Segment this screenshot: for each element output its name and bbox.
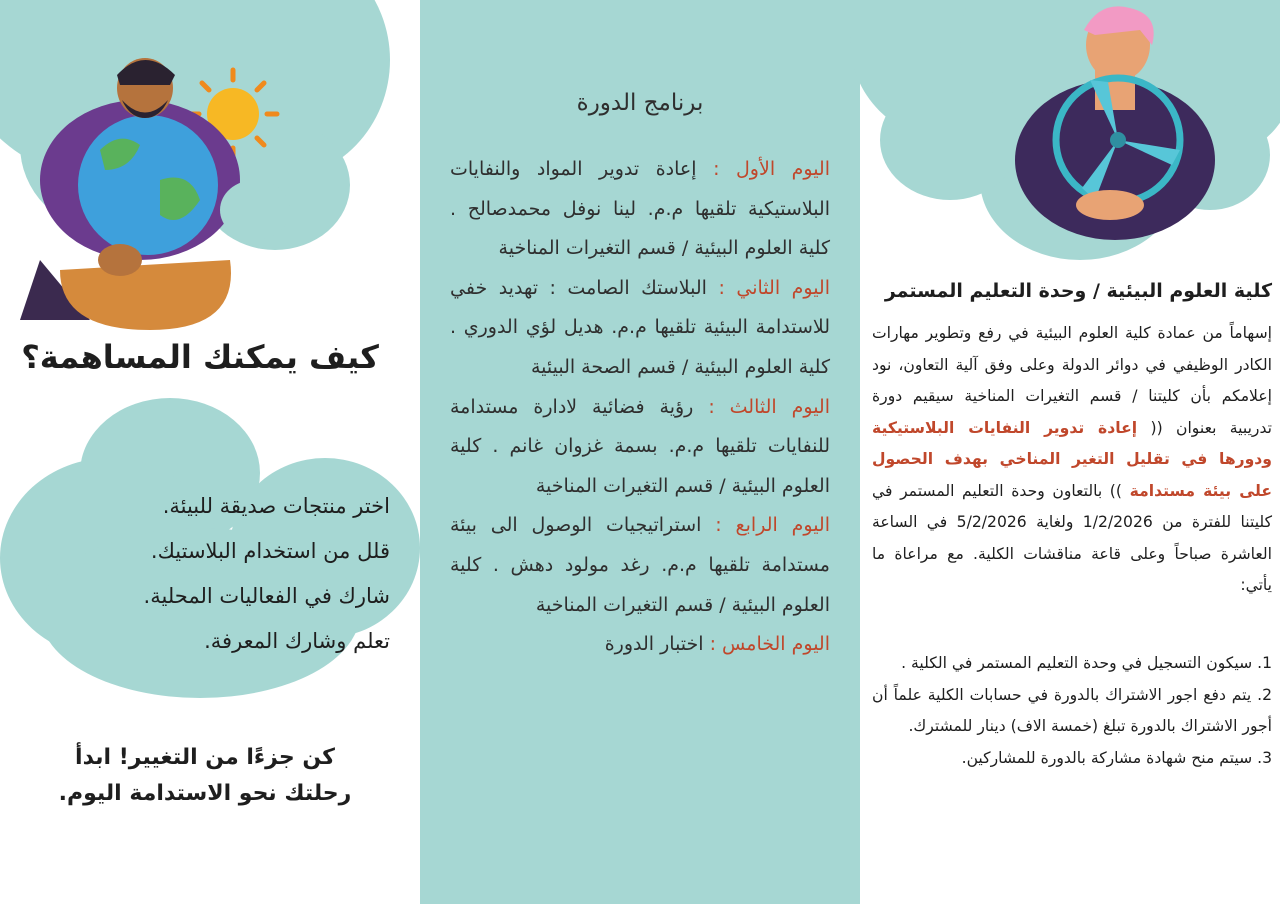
day-text: اختبار الدورة [604, 633, 704, 656]
day-label: اليوم الثالث : [708, 395, 830, 418]
conditions-list [872, 648, 1272, 774]
tip-item: تعلم وشارك المعرفة. [204, 629, 390, 653]
program-day [450, 625, 830, 665]
college-header: كلية العلوم البيئية / وحدة التعليم المستمر [884, 280, 1272, 302]
program-day [450, 506, 830, 625]
intro-text: )) بالتعاون وحدة التعليم المستمر في كليتنا للفترة من 1/2/2026 ولغاية 5/2/2026 في الساعة العاشرة صباحاً وعلى قاعة مناقشات الكلية. مع مراعاة ما يأتي: [872, 481, 1272, 594]
program-day [450, 269, 830, 388]
tip-item: شارك في الفعاليات المحلية. [143, 584, 390, 608]
tip-item: قلل من استخدام البلاستيك. [150, 539, 390, 563]
how-to-contribute-title: كيف يمكنك المساهمة؟ [21, 338, 379, 376]
day-text: البلاستك الصامت : تهديد خفي للاستدامة البيئية تلقيها م.م. هديل لؤي الدوري . كلية العلوم البيئية / قسم الصحة البيئية [450, 276, 830, 378]
slogan [40, 740, 370, 812]
slogan-line: رحلتك نحو الاستدامة اليوم. [58, 781, 352, 806]
condition-item: 2. يتم دفع اجور الاشتراك بالدورة في حسابات الكلية علماً أن أجور الاشتراك بالدورة تبلغ (خمسة الاف) دينار للمشترك. [872, 685, 1272, 735]
person-wind-turbine-illustration [1000, 0, 1230, 240]
intro-text: إسهاماً من عمادة كلية العلوم البيئية في رفع وتطوير مهارات الكادر الوظيفي في دوائر الدولة وعلى وفق آلية التعاون، نود إعلامكم بأن كليتنا / قسم التغيرات المناخية سيقيم دورة تدريبية بعنوان (( [872, 324, 1272, 437]
program-panel [420, 0, 860, 904]
day-text: إعادة تدوير المواد والنفايات البلاستيكية تلقيها م.م. لينا نوفل محمدصالح . كلية العلوم البيئية / قسم التغيرات المناخية [450, 158, 830, 260]
day-label: اليوم الثاني : [718, 276, 831, 299]
condition-item: 1. سيكون التسجيل في وحدة التعليم المستمر في الكلية . [901, 654, 1272, 672]
program-day [450, 150, 830, 269]
left-small-cloud [220, 170, 310, 240]
tips-list [50, 484, 390, 664]
program-day [450, 388, 830, 507]
intro-paragraph [872, 318, 1272, 602]
program-title: برنامج الدورة [576, 90, 704, 116]
day-text: استراتيجيات الوصول الى بيئة مستدامة تلقيها م.م. رغد مولود دهش . كلية العلوم البيئية / قسم التغيرات المناخية [450, 514, 830, 616]
right-panel [860, 0, 1280, 904]
program-days-list [450, 150, 830, 665]
day-label: اليوم الرابع : [715, 514, 830, 537]
day-label: اليوم الخامس : [709, 633, 830, 656]
course-title-highlight: إعادة تدوير النفايات البلاستيكية ودورها في تقليل التغير المناخي بهدف الحصول على بيئة مستدامة [872, 418, 1273, 500]
condition-item: 3. سيتم منح شهادة مشاركة بالدورة للمشاركين. [961, 748, 1272, 767]
tip-item: اختر منتجات صديقة للبيئة. [162, 494, 390, 518]
day-text: رؤية فضائية لادارة مستدامة للنفايات تلقيها م.م. بسمة غزوان غانم . كلية العلوم البيئية / قسم التغيرات المناخية [450, 395, 830, 497]
day-label: اليوم الأول : [713, 158, 830, 180]
slogan-line: كن جزءًا من التغيير! ابدأ [75, 745, 335, 770]
left-panel [0, 0, 420, 904]
